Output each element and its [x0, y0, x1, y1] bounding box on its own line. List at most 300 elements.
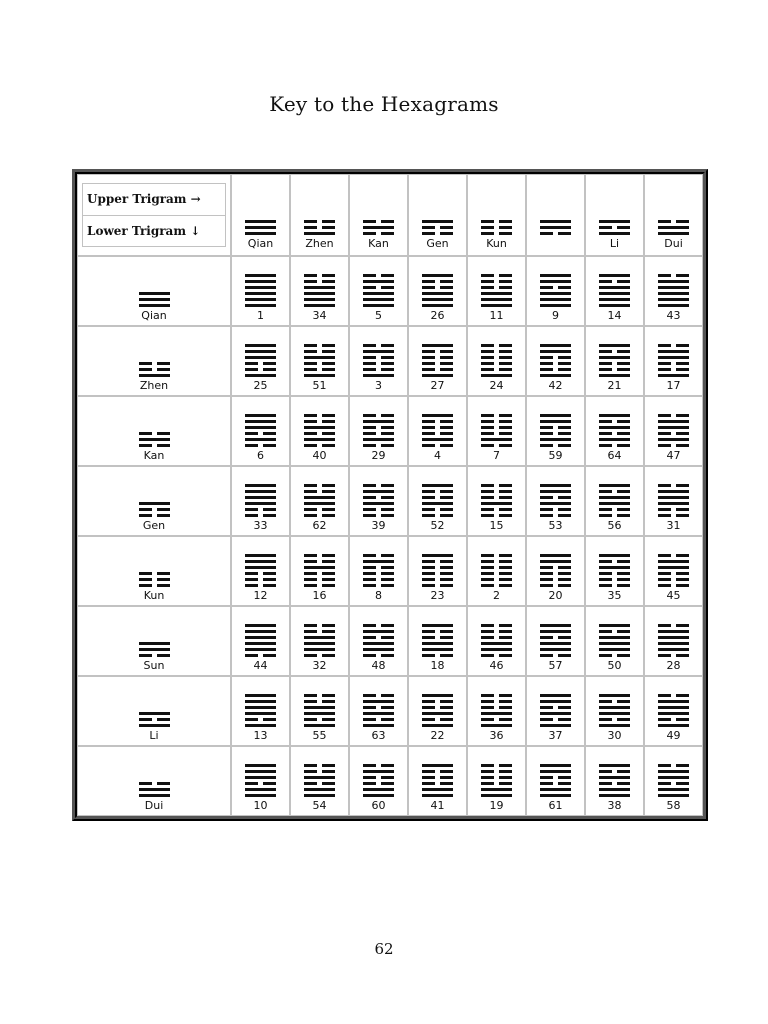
- broken-line: [481, 776, 512, 779]
- broken-line: [422, 280, 453, 283]
- solid-line: [481, 292, 512, 295]
- solid-line: [540, 414, 571, 417]
- broken-line: [540, 496, 571, 499]
- solid-line: [540, 292, 571, 295]
- solid-line: [658, 566, 689, 569]
- solid-line: [658, 226, 689, 229]
- broken-line: [481, 350, 512, 353]
- hexagram-cell: [585, 396, 644, 466]
- solid-line: [658, 648, 689, 651]
- hexagram-number: 42: [548, 379, 563, 392]
- hexagram-cell: [585, 606, 644, 676]
- solid-line: [245, 694, 276, 697]
- solid-line: [658, 502, 689, 505]
- solid-line: [304, 794, 335, 797]
- solid-line: [658, 706, 689, 709]
- hexagram-cell: [644, 536, 703, 606]
- solid-line: [599, 642, 630, 645]
- hexagram-cell: [585, 746, 644, 816]
- broken-line: [363, 554, 394, 557]
- solid-line: [599, 566, 630, 569]
- solid-line: [245, 304, 276, 307]
- solid-line: [658, 420, 689, 423]
- hexagram-number: 23: [430, 589, 445, 602]
- trigram-lines-icon: [481, 344, 512, 380]
- solid-line: [304, 426, 335, 429]
- broken-line: [599, 770, 630, 773]
- broken-line: [540, 444, 571, 447]
- broken-line: [658, 554, 689, 557]
- broken-line: [139, 584, 170, 587]
- trigram-lines-icon: [540, 624, 571, 660]
- solid-line: [599, 286, 630, 289]
- broken-line: [304, 490, 335, 493]
- solid-line: [363, 700, 394, 703]
- solid-line: [304, 496, 335, 499]
- broken-line: [422, 584, 453, 587]
- broken-line: [422, 444, 453, 447]
- broken-line: [481, 274, 512, 277]
- hexagram-cell: [526, 396, 585, 466]
- corner-cell: [77, 174, 231, 256]
- solid-line: [363, 630, 394, 633]
- broken-line: [245, 362, 276, 365]
- broken-line: [481, 578, 512, 581]
- trigram-lines-icon: [139, 362, 170, 380]
- trigram-lines-icon: [363, 414, 394, 450]
- broken-line: [540, 572, 571, 575]
- broken-line: [599, 782, 630, 785]
- solid-line: [363, 770, 394, 773]
- table-row: [77, 326, 703, 396]
- solid-line: [599, 344, 630, 347]
- column-header-dui: [644, 174, 703, 256]
- solid-line: [139, 788, 170, 791]
- solid-line: [540, 764, 571, 767]
- broken-line: [481, 514, 512, 517]
- solid-line: [658, 712, 689, 715]
- solid-line: [304, 712, 335, 715]
- broken-line: [599, 718, 630, 721]
- broken-line: [304, 624, 335, 627]
- broken-line: [540, 776, 571, 779]
- hexagram-key-table: [72, 169, 708, 821]
- solid-line: [599, 374, 630, 377]
- broken-line: [481, 356, 512, 359]
- broken-line: [540, 654, 571, 657]
- broken-line: [658, 368, 689, 371]
- broken-line: [304, 764, 335, 767]
- hexagram-number: 27: [430, 379, 445, 392]
- hexagram-cell: [526, 536, 585, 606]
- solid-line: [540, 350, 571, 353]
- row-header-kun: [77, 536, 231, 606]
- solid-line: [245, 232, 276, 235]
- hexagram-cell: [585, 676, 644, 746]
- broken-line: [363, 356, 394, 359]
- broken-line: [139, 782, 170, 785]
- solid-line: [139, 502, 170, 505]
- broken-line: [304, 694, 335, 697]
- hexagram-cell: [526, 746, 585, 816]
- trigram-lines-icon: [540, 764, 571, 800]
- broken-line: [599, 508, 630, 511]
- solid-line: [304, 724, 335, 727]
- trigram-lines-icon: [139, 572, 170, 590]
- hexagram-cell: [231, 536, 290, 606]
- solid-line: [422, 502, 453, 505]
- solid-line: [658, 292, 689, 295]
- hexagram-cell: [231, 396, 290, 466]
- solid-line: [363, 712, 394, 715]
- solid-line: [139, 648, 170, 651]
- hexagram-number: 11: [489, 309, 504, 322]
- solid-line: [422, 484, 453, 487]
- solid-line: [422, 298, 453, 301]
- row-header-dui: [77, 746, 231, 816]
- trigram-lines-icon: [304, 554, 335, 590]
- broken-line: [481, 654, 512, 657]
- hexagram-cell: [408, 326, 467, 396]
- trigram-lines-icon: [481, 624, 512, 660]
- solid-line: [245, 794, 276, 797]
- broken-line: [481, 444, 512, 447]
- solid-line: [363, 490, 394, 493]
- trigram-lines-icon: [363, 484, 394, 520]
- solid-line: [245, 496, 276, 499]
- trigram-lines-icon: [481, 554, 512, 590]
- broken-line: [363, 718, 394, 721]
- trigram-lines-icon: [245, 694, 276, 730]
- trigram-lines-icon: [481, 484, 512, 520]
- broken-line: [304, 368, 335, 371]
- broken-line: [481, 554, 512, 557]
- solid-line: [304, 292, 335, 295]
- hexagram-number: 52: [430, 519, 445, 532]
- hexagram-cell: [349, 536, 408, 606]
- solid-line: [363, 502, 394, 505]
- hexagram-number: 8: [375, 589, 382, 602]
- solid-line: [363, 304, 394, 307]
- broken-line: [481, 226, 512, 229]
- trigram-lines-icon: [245, 274, 276, 310]
- table-row: [77, 466, 703, 536]
- solid-line: [363, 280, 394, 283]
- solid-line: [540, 630, 571, 633]
- solid-line: [540, 274, 571, 277]
- hexagram-cell: [231, 606, 290, 676]
- hexagram-number: 26: [430, 309, 445, 322]
- trigram-lines-icon: [599, 764, 630, 800]
- column-header-li: [585, 174, 644, 256]
- solid-line: [422, 344, 453, 347]
- solid-line: [245, 630, 276, 633]
- broken-line: [658, 508, 689, 511]
- broken-line: [245, 578, 276, 581]
- trigram-lines-icon: [363, 554, 394, 590]
- broken-line: [304, 578, 335, 581]
- broken-line: [481, 414, 512, 417]
- hexagram-cell: [526, 326, 585, 396]
- broken-line: [481, 636, 512, 639]
- solid-line: [363, 298, 394, 301]
- solid-line: [245, 298, 276, 301]
- solid-line: [658, 776, 689, 779]
- solid-line: [658, 700, 689, 703]
- solid-line: [139, 724, 170, 727]
- broken-line: [481, 484, 512, 487]
- hexagram-cell: [231, 326, 290, 396]
- hexagram-cell: [349, 676, 408, 746]
- solid-line: [599, 274, 630, 277]
- broken-line: [304, 654, 335, 657]
- broken-line: [481, 630, 512, 633]
- solid-line: [304, 636, 335, 639]
- hexagram-number: 59: [548, 449, 563, 462]
- solid-line: [245, 426, 276, 429]
- hexagram-cell: [408, 256, 467, 326]
- hexagram-number: 57: [548, 659, 563, 672]
- hexagram-number: 56: [607, 519, 622, 532]
- solid-line: [245, 420, 276, 423]
- broken-line: [599, 578, 630, 581]
- hexagram-cell: [644, 746, 703, 816]
- solid-line: [658, 794, 689, 797]
- solid-line: [540, 788, 571, 791]
- solid-line: [245, 642, 276, 645]
- trigram-lines-icon: [658, 344, 689, 380]
- broken-line: [139, 718, 170, 721]
- hexagram-cell: [467, 536, 526, 606]
- broken-line: [540, 508, 571, 511]
- hexagram-number: 38: [607, 799, 622, 812]
- hexagram-number: 55: [312, 729, 327, 742]
- hexagram-cell: [585, 536, 644, 606]
- solid-line: [540, 226, 571, 229]
- broken-line: [540, 584, 571, 587]
- hexagram-number: 33: [253, 519, 268, 532]
- solid-line: [422, 764, 453, 767]
- solid-line: [245, 374, 276, 377]
- row-header-qian: [77, 256, 231, 326]
- broken-line: [363, 694, 394, 697]
- hexagram-cell: [231, 466, 290, 536]
- broken-line: [363, 274, 394, 277]
- solid-line: [304, 232, 335, 235]
- trigram-lines-icon: [599, 624, 630, 660]
- solid-line: [139, 438, 170, 441]
- broken-line: [245, 572, 276, 575]
- broken-line: [363, 484, 394, 487]
- hexagram-number: 40: [312, 449, 327, 462]
- solid-line: [658, 438, 689, 441]
- row-header-label: Sun: [143, 659, 165, 672]
- trigram-lines-icon: [422, 624, 453, 660]
- broken-line: [363, 496, 394, 499]
- trigram-lines-icon: [540, 220, 571, 238]
- broken-line: [658, 584, 689, 587]
- hexagram-number: 10: [253, 799, 268, 812]
- broken-line: [422, 770, 453, 773]
- hexagram-cell: [526, 676, 585, 746]
- hexagram-cell: [349, 466, 408, 536]
- column-header-label: Dui: [664, 237, 683, 250]
- solid-line: [540, 304, 571, 307]
- hexagram-cell: [526, 256, 585, 326]
- solid-line: [304, 438, 335, 441]
- solid-line: [245, 280, 276, 283]
- hexagram-number: 47: [666, 449, 681, 462]
- hexagram-number: 51: [312, 379, 327, 392]
- hexagram-cell: [408, 746, 467, 816]
- solid-line: [481, 642, 512, 645]
- broken-line: [481, 694, 512, 697]
- broken-line: [658, 694, 689, 697]
- trigram-lines-icon: [599, 274, 630, 310]
- solid-line: [363, 724, 394, 727]
- solid-line: [245, 554, 276, 557]
- solid-line: [658, 298, 689, 301]
- broken-line: [658, 362, 689, 365]
- broken-line: [304, 584, 335, 587]
- solid-line: [658, 724, 689, 727]
- hexagram-cell: [349, 256, 408, 326]
- page-number: 62: [374, 940, 394, 958]
- trigram-lines-icon: [599, 414, 630, 450]
- broken-line: [422, 432, 453, 435]
- solid-line: [599, 502, 630, 505]
- solid-line: [658, 642, 689, 645]
- broken-line: [363, 706, 394, 709]
- broken-line: [599, 444, 630, 447]
- hexagram-cell: [526, 466, 585, 536]
- hexagram-cell: [644, 396, 703, 466]
- hexagram-number: 21: [607, 379, 622, 392]
- broken-line: [599, 280, 630, 283]
- hexagram-number: 15: [489, 519, 504, 532]
- trigram-lines-icon: [422, 554, 453, 590]
- solid-line: [481, 374, 512, 377]
- solid-line: [422, 554, 453, 557]
- trigram-lines-icon: [304, 220, 335, 238]
- hexagram-cell: [467, 466, 526, 536]
- hexagram-number: 62: [312, 519, 327, 532]
- hexagram-number: 61: [548, 799, 563, 812]
- hexagram-cell: [408, 606, 467, 676]
- solid-line: [363, 226, 394, 229]
- broken-line: [304, 350, 335, 353]
- broken-line: [304, 432, 335, 435]
- trigram-lines-icon: [304, 484, 335, 520]
- broken-line: [363, 414, 394, 417]
- solid-line: [245, 226, 276, 229]
- trigram-lines-icon: [658, 220, 689, 238]
- broken-line: [422, 356, 453, 359]
- hexagram-number: 28: [666, 659, 681, 672]
- hexagram-cell: [290, 746, 349, 816]
- hexagram-cell: [467, 396, 526, 466]
- column-header-gen: [408, 174, 467, 256]
- broken-line: [363, 432, 394, 435]
- solid-line: [304, 706, 335, 709]
- broken-line: [304, 700, 335, 703]
- trigram-lines-icon: [422, 764, 453, 800]
- solid-line: [481, 502, 512, 505]
- hexagram-cell: [349, 606, 408, 676]
- broken-line: [481, 344, 512, 347]
- solid-line: [599, 706, 630, 709]
- solid-line: [363, 374, 394, 377]
- solid-line: [481, 298, 512, 301]
- row-header-label: Gen: [142, 519, 166, 532]
- hexagram-number: 29: [371, 449, 386, 462]
- trigram-lines-icon: [363, 220, 394, 238]
- solid-line: [245, 566, 276, 569]
- trigram-lines-icon: [363, 344, 394, 380]
- broken-line: [481, 368, 512, 371]
- broken-line: [599, 368, 630, 371]
- broken-line: [658, 274, 689, 277]
- broken-line: [245, 718, 276, 721]
- trigram-lines-icon: [139, 782, 170, 800]
- solid-line: [540, 420, 571, 423]
- solid-line: [658, 286, 689, 289]
- hexagram-cell: [349, 396, 408, 466]
- broken-line: [422, 508, 453, 511]
- solid-line: [245, 292, 276, 295]
- solid-line: [540, 560, 571, 563]
- broken-line: [422, 578, 453, 581]
- trigram-lines-icon: [540, 344, 571, 380]
- broken-line: [304, 718, 335, 721]
- solid-line: [245, 770, 276, 773]
- solid-line: [540, 694, 571, 697]
- row-header-sun: [77, 606, 231, 676]
- broken-line: [540, 566, 571, 569]
- row-header-kan: [77, 396, 231, 466]
- solid-line: [658, 350, 689, 353]
- broken-line: [481, 782, 512, 785]
- broken-line: [363, 776, 394, 779]
- trigram-lines-icon: [139, 432, 170, 450]
- broken-line: [481, 280, 512, 283]
- hexagram-cell: [467, 606, 526, 676]
- broken-line: [363, 508, 394, 511]
- solid-line: [540, 374, 571, 377]
- solid-line: [658, 426, 689, 429]
- hexagram-cell: [290, 326, 349, 396]
- solid-line: [599, 712, 630, 715]
- solid-line: [363, 788, 394, 791]
- trigram-lines-icon: [139, 642, 170, 660]
- broken-line: [304, 770, 335, 773]
- hexagram-number: 58: [666, 799, 681, 812]
- hexagram-number: 20: [548, 589, 563, 602]
- solid-line: [599, 414, 630, 417]
- trigram-lines-icon: [139, 712, 170, 730]
- solid-line: [139, 298, 170, 301]
- broken-line: [599, 514, 630, 517]
- broken-line: [304, 514, 335, 517]
- broken-line: [540, 286, 571, 289]
- broken-line: [658, 782, 689, 785]
- trigram-lines-icon: [422, 344, 453, 380]
- trigram-lines-icon: [139, 292, 170, 310]
- broken-line: [245, 514, 276, 517]
- solid-line: [245, 624, 276, 627]
- solid-line: [245, 560, 276, 563]
- hexagram-number: 50: [607, 659, 622, 672]
